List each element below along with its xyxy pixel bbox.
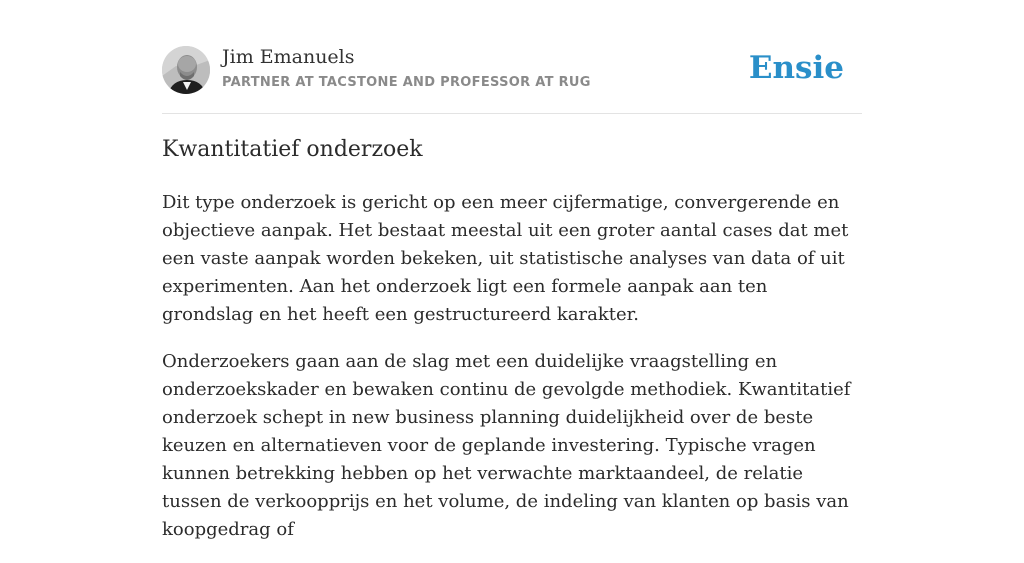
author-name[interactable]: Jim Emanuels <box>222 46 355 68</box>
author-role: PARTNER AT TACSTONE AND PROFESSOR AT RUG <box>222 75 591 90</box>
article-card <box>162 0 862 540</box>
brand-logo[interactable]: Ensie <box>748 50 844 86</box>
article-paragraph: Onderzoekers gaan aan de slag met een duidelijke vraagstelling en onderzoekskader en bewaken continu de gevolgde methodiek. Kwantitatief onderzoek schept in new business planning duidelijkheid over de beste keuzen en alternatieven voor de geplande investering. Typische vragen kunnen betrekking hebben op het verwachte marktaandeel, de relatie tussen de verkoopprijs en het volume, de indeling van klanten op basis van koopgedrag of <box>162 351 851 540</box>
author-header <box>162 0 862 114</box>
portrait-image <box>162 46 210 94</box>
article-title: Kwantitatief onderzoek <box>162 137 423 162</box>
article-body <box>162 189 862 563</box>
article-paragraph: Dit type onderzoek is gericht op een meer cijfermatige, convergerende en objectieve aanpak. Het bestaat meestal uit een groter aantal cases dat met een vaste aanpak worden bekeken, uit statistische analyses van data of uit experimenten. Aan het onderzoek ligt een formele aanpak aan ten grondslag en het heeft een gestructureerd karakter. <box>162 192 849 325</box>
author-avatar[interactable] <box>162 46 210 94</box>
